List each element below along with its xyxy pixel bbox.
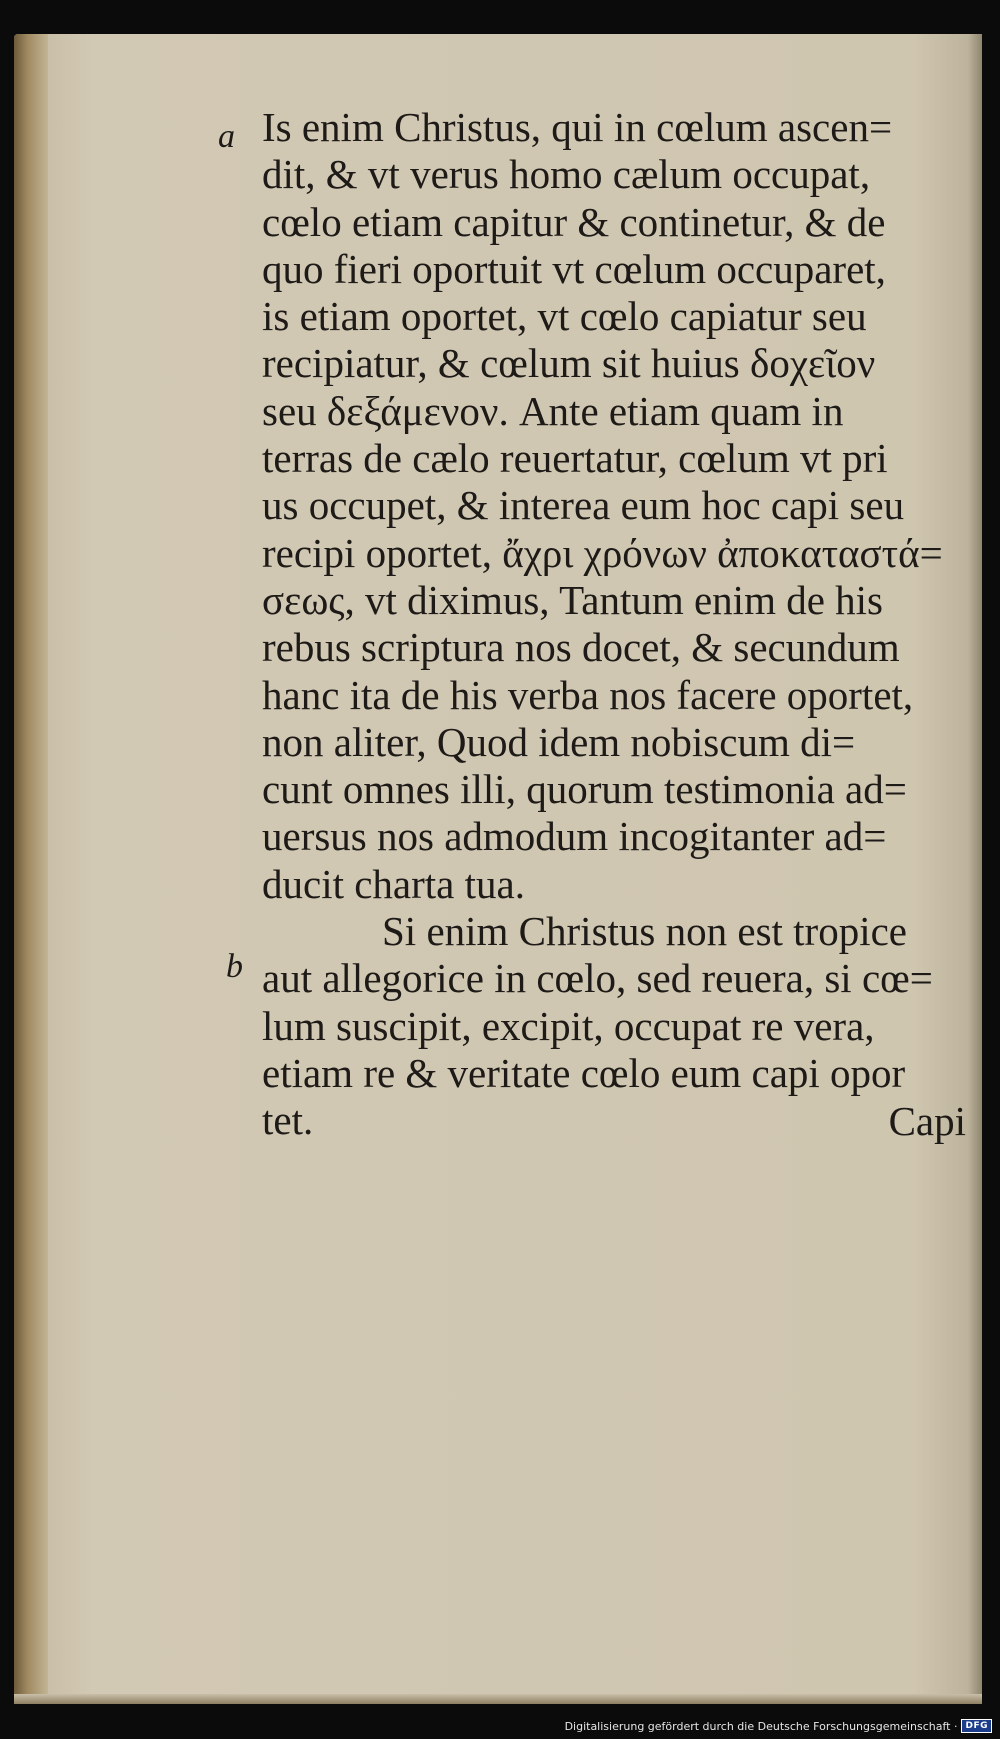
text-line: Si enim Christus non est tropice [382, 908, 907, 955]
text-line: non aliter, Quod idem nobiscum di= [262, 718, 856, 765]
footer-text: Digitalisierung gefördert durch die Deutsche Forschungsgemeinschaft · [564, 1719, 958, 1733]
margin-note-b: b [226, 948, 243, 985]
text-line: recipiatur, & cœlum sit huius δοχεῖον [262, 340, 876, 387]
text-line: quo fieri oportuit vt cœlum occuparet, [262, 245, 886, 292]
text-line: cunt omnes illi, quorum testimonia ad= [262, 766, 907, 813]
text-line: tet. [262, 1097, 314, 1144]
catchword: Capi [888, 1097, 966, 1144]
margin-note-a: a [218, 118, 235, 155]
text-line: recipi oportet, ἄχρι χρόνων ἀποκαταστά= [262, 529, 943, 576]
body-text [262, 104, 978, 1145]
page-bottom-edge [14, 1694, 982, 1704]
paragraph-1 [262, 104, 978, 908]
footer-credit [565, 1719, 992, 1733]
text-line: ducit charta tua. [262, 860, 525, 907]
text-line: σεως, vt diximus, Tantum enim de his [262, 576, 884, 623]
text-line: cœlo etiam capitur & continetur, & de [262, 198, 886, 245]
text-line: seu δεξάμενον. Ante etiam quam in [262, 387, 844, 434]
text-line: Is enim Christus, qui in cœlum ascen= [262, 104, 893, 150]
text-line: lum suscipit, excipit, occupat re vera, [262, 1002, 875, 1049]
text-line: terras de cælo reuertatur, cœlum vt pri [262, 435, 888, 482]
text-line: us occupet, & interea eum hoc capi seu [262, 482, 905, 529]
text-line: etiam re & veritate cœlo eum capi opor [262, 1049, 906, 1096]
text-line: aut allegorice in cœlo, sed reuera, si cœ= [262, 955, 933, 1002]
text-line: is etiam oportet, vt cœlo capiatur seu [262, 293, 867, 340]
text-line: hanc ita de his verba nos facere oportet, [262, 671, 914, 718]
text-line: uersus nos admodum incogitanter ad= [262, 813, 887, 860]
dfg-logo-icon: DFG [961, 1719, 992, 1733]
page-spine-edge [14, 34, 48, 1704]
text-line: rebus scriptura nos docet, & secundum [262, 624, 900, 671]
text-line: dit, & vt verus homo cælum occupat, [262, 151, 871, 198]
